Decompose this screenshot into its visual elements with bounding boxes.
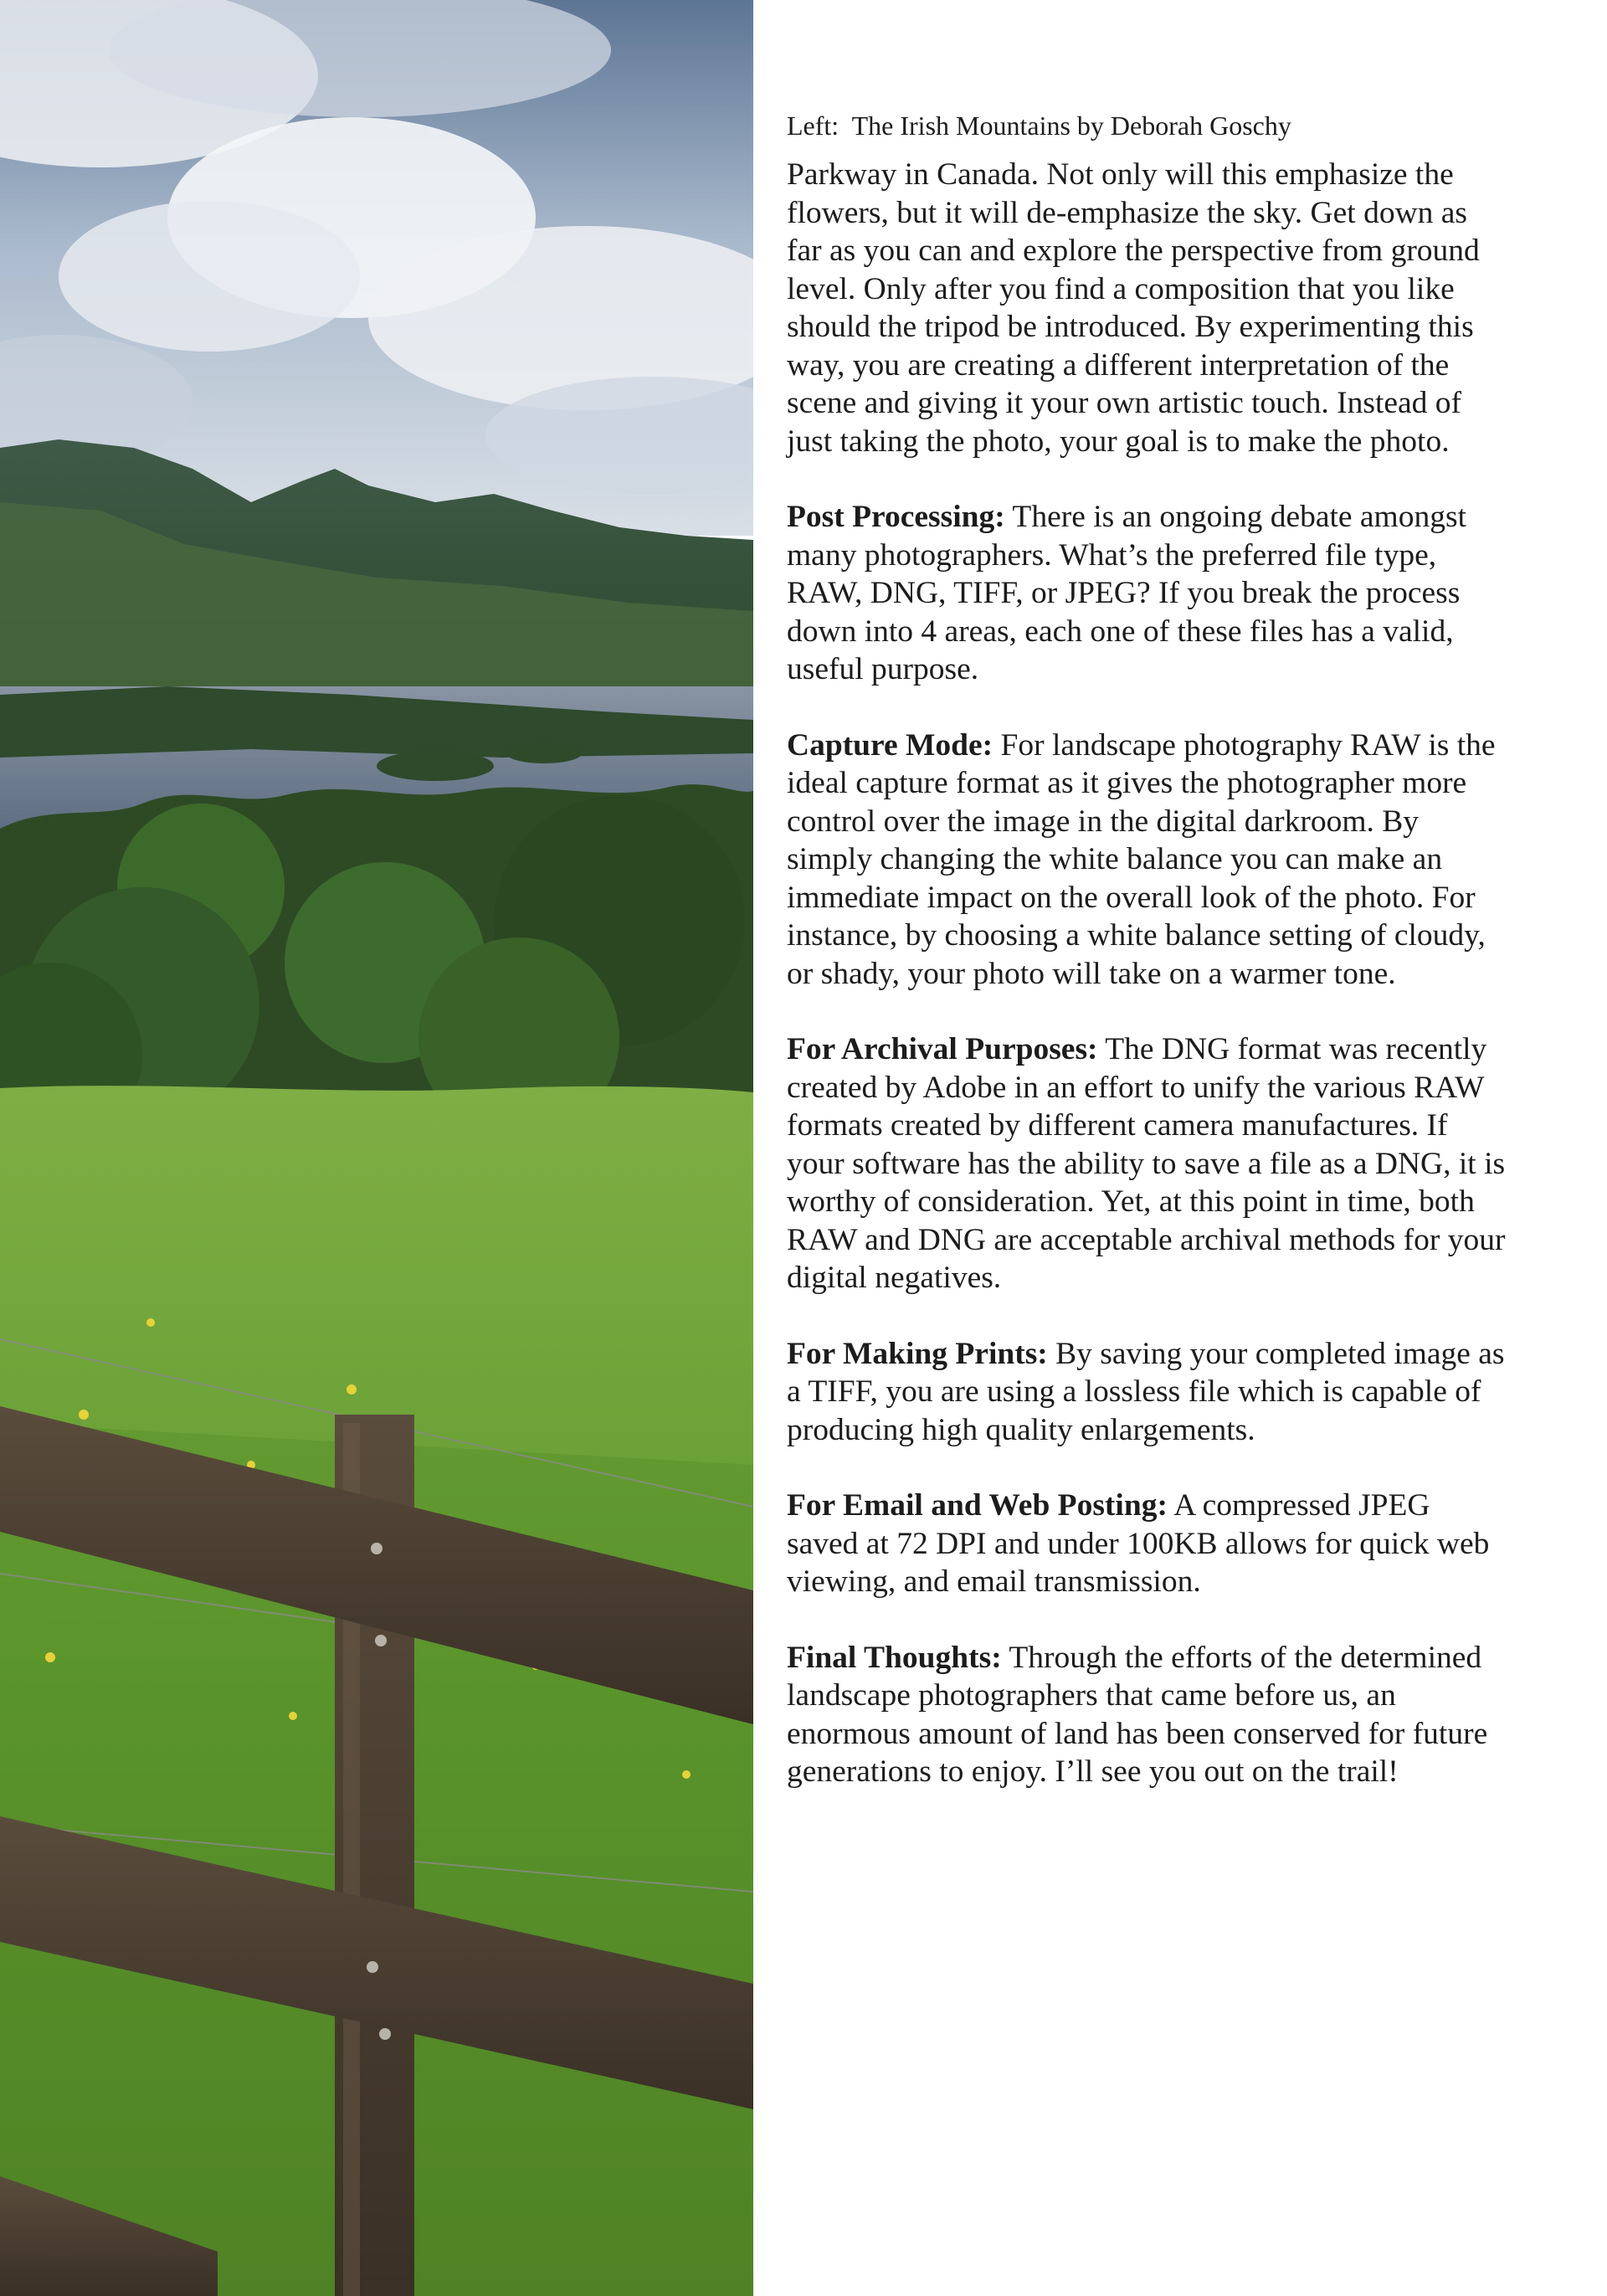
paragraph-archival	[787, 1030, 1507, 1297]
paragraph-heading: For Email and Web Posting:	[787, 1488, 1168, 1523]
paragraph-heading: For Making Prints:	[787, 1336, 1048, 1371]
paragraph-capture-mode	[787, 727, 1507, 994]
paragraph-email-web	[787, 1487, 1507, 1601]
paragraph-heading: Post Processing:	[787, 500, 1005, 534]
paragraph-final-thoughts	[787, 1639, 1507, 1791]
paragraph-text: Parkway in Canada. Not only will this emphasize the flowers, but it will de-emphasize the sky. Get down as far as you can and explore the perspective from ground level. Only after you find a composition that you like should the tripod be introduced. By experimenting this way, you are creating a different interpretation of the scene and giving it your own artistic touch. Instead of just taking the photo, your goal is to make the photo.	[787, 157, 1480, 459]
paragraph-text: There is an ongoing debate amongst many photographers. What’s the preferred file type, RAW, DNG, TIFF, or JPEG? If you break the process down into 4 areas, each one of these files has a valid, useful purpose.	[787, 500, 1466, 686]
paragraph-text: The DNG format was recently created by Adobe in an effort to unify the various RAW formats created by different camera manufactures. If your software has the ability to save a file as a DNG, it is worthy of consideration. Yet, at this point in time, both RAW and DNG are acceptable archival methods for your digital negatives.	[787, 1032, 1506, 1295]
paragraph-heading: For Archival Purposes:	[787, 1032, 1098, 1066]
paragraph-post-processing	[787, 498, 1507, 689]
paragraph-text: Through the efforts of the determined landscape photographers that came before us, an enormous amount of land has been conserved for future generations to enjoy. I’ll see you out on the trail!	[787, 1640, 1488, 1789]
paragraph-text: A compressed JPEG saved at 72 DPI and under 100KB allows for quick web viewing, and email transmission.	[787, 1488, 1490, 1599]
article-body	[787, 156, 1507, 1791]
paragraph-prints	[787, 1335, 1507, 1450]
paragraph-heading: Capture Mode:	[787, 727, 993, 763]
photo-caption: Left: The Irish Mountains by Deborah Goschy	[787, 110, 1291, 141]
paragraph-text: By saving your completed image as a TIFF, you are using a lossless file which is capable of producing high quality enlargements.	[787, 1336, 1505, 1447]
article-column	[787, 109, 1507, 1829]
paragraph-text: For landscape photography RAW is the ideal capture format as it gives the photographer more control over the image in the digital darkroom. By simply changing the white balance you can make an immediate impact on the overall look of the photo. For instance, by choosing a white balance setting of cloudy, or shady, your photo will take on a warmer tone.	[787, 727, 1496, 991]
paragraph-intro	[787, 156, 1507, 460]
paragraph-heading: Final Thoughts:	[787, 1640, 1002, 1675]
landscape-photo	[0, 0, 753, 2296]
